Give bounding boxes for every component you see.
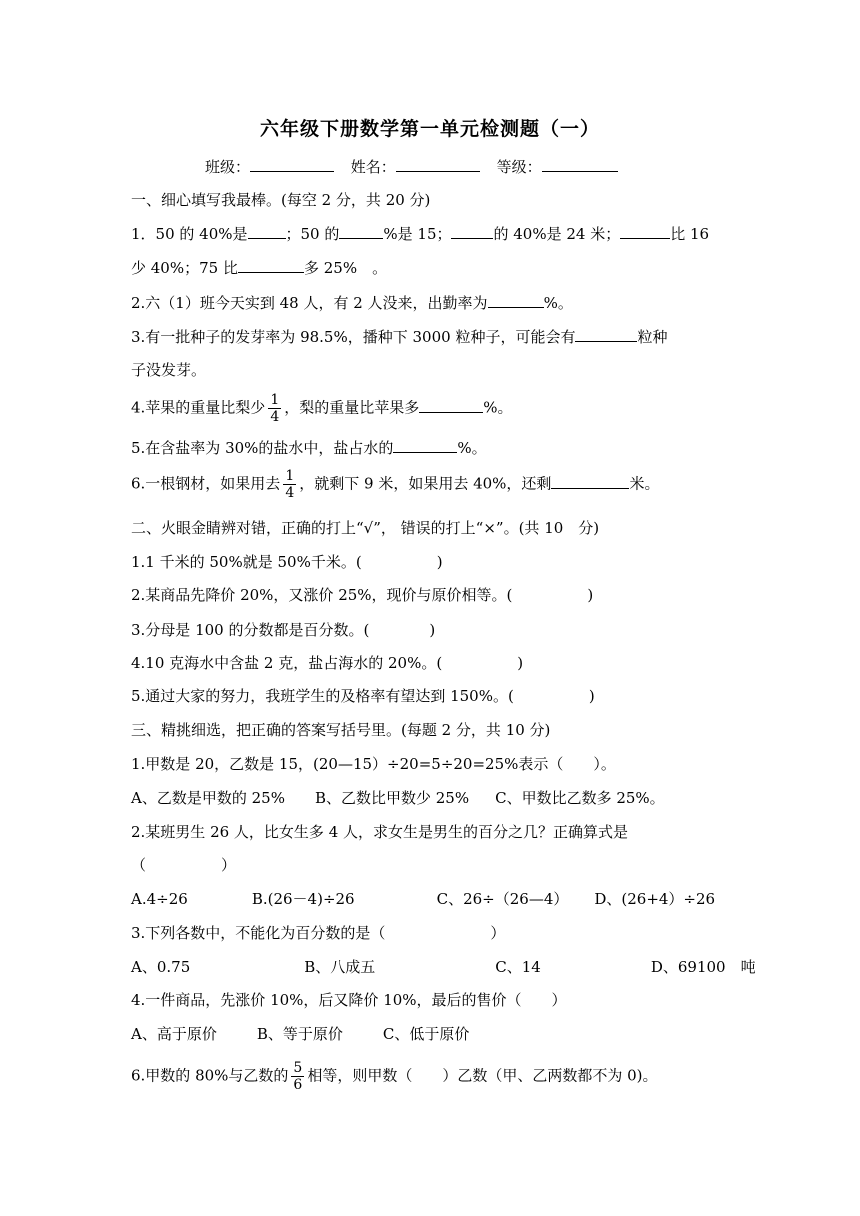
blank[interactable] [451,224,493,239]
option-c: C、甲数比乙数多 25%。 [495,789,665,807]
blank[interactable] [620,224,670,239]
blank[interactable] [248,224,286,239]
s1-q3-text-a: 3.有一批种子的发芽率为 98.5%，播种下 3000 粒种子，可能会有 [131,328,576,346]
class-blank[interactable] [250,157,334,172]
option-b: B、八成五 [304,958,376,976]
s3-q4: 4.一件商品，先涨价 10%，后又降价 10%，最后的售价（ ） [131,991,567,1009]
s1-q5-text-b: %。 [457,439,487,457]
section3-heading: 三、精挑细选，把正确的答案写括号里。(每题 2 分，共 10 分) [131,721,551,739]
s3-q1-options [131,788,665,808]
option-d: D、(26+4）÷26 [594,890,716,908]
s1-q6-text-c: 米。 [629,474,660,493]
s3-q3-options [131,957,756,977]
option-a: A、0.75 [131,958,191,976]
option-c: C、14 [495,958,541,976]
s3-q2: 2.某班男生 26 人，比女生多 4 人，求女生是男生的百分之几？正确算式是 [131,823,629,841]
class-label: 班级： [205,158,251,176]
section2-heading: 二、火眼金睛辨对错，正确的打上“√”， 错误的打上“×”。(共 10 分) [131,519,600,537]
s3-q1: 1.甲数是 20，乙数是 15，(20—15）÷20=5÷20=25%表示（ ）。 [131,755,616,773]
s1-q3-text-b: 粒种 [637,328,668,346]
s1-q5 [131,438,487,458]
s3-q6 [131,1060,658,1093]
s1-q1-text-e: 比 16 [670,225,710,243]
name-blank[interactable] [396,157,480,172]
fraction-denominator: 4 [285,485,295,501]
blank[interactable] [575,327,637,342]
s3-q2-options [131,889,715,909]
option-b: B、等于原价 [256,1025,343,1043]
section1-heading: 一、细心填写我最棒。(每空 2 分，共 20 分) [131,191,431,209]
s1-q3-line1 [131,327,667,347]
s1-q3-line2: 子没发芽。 [131,361,207,379]
blank[interactable] [551,474,629,489]
s1-q6 [131,468,659,501]
s3-q2-paren: （ ） [131,856,237,874]
option-a: A.4÷26 [131,890,188,908]
option-d: D、69100 吨 [650,958,756,976]
fraction [283,468,296,501]
s3-q3: 3.下列各数中，不能化为百分数的是（ ） [131,924,506,942]
s1-q5-text-a: 5.在含盐率为 30%的盐水中，盐占水的 [131,439,394,457]
s1-q1-text-a: 1．50 的 40%是 [131,225,248,243]
option-b: B、乙数比甲数少 25% [314,789,470,807]
option-a: A、乙数是甲数的 25% [131,789,285,807]
s1-q6-text-b: ，就剩下 9 米，如果用去 40%，还剩 [299,474,552,493]
s1-q4-text-b: ，梨的重量比苹果多 [284,398,420,417]
fraction-numerator: 1 [270,392,280,408]
fraction-numerator: 5 [293,1060,303,1076]
s3-q6-text-b: 相等，则甲数（ ）乙数（甲、乙两数都不为 0)。 [307,1066,658,1085]
fraction-denominator: 6 [293,1077,303,1093]
s1-q1-line2 [131,258,387,278]
s1-q2 [131,293,573,313]
s1-q1-text-b: ；50 的 [285,225,340,243]
grade-label: 等级： [496,158,542,176]
option-c: C、低于原价 [382,1025,470,1043]
s1-q4 [131,392,513,425]
s2-item: 2.某商品先降价 20%，又涨价 25%，现价与原价相等。( ) [131,586,594,604]
s1-q1-text-f: 少 40%；75 比 [131,259,238,277]
s2-item: 5.通过大家的努力，我班学生的及格率有望达到 150%。( ) [131,687,595,705]
s1-q4-text-a: 4.苹果的重量比梨少 [131,398,266,417]
page-title: 六年级下册数学第一单元检测题（一） [259,118,600,140]
s1-q1-text-d: 的 40%是 24 米； [493,225,621,243]
fraction [268,392,281,425]
s2-item: 1.1 千米的 50%就是 50%千米。( ) [131,553,443,571]
option-a: A、高于原价 [131,1025,217,1043]
option-b: B.(26－4)÷26 [251,890,355,908]
s1-q1-line1 [131,224,709,244]
fraction-denominator: 4 [270,409,280,425]
fraction-numerator: 1 [285,468,295,484]
s1-q6-text-a: 6.一根钢材，如果用去 [131,474,281,493]
s1-q1-text-g: 多 25% 。 [303,259,388,277]
s2-item: 3.分母是 100 的分数都是百分数。( ) [131,621,436,639]
s1-q2-text-b: %。 [543,294,573,312]
s2-item: 4.10 克海水中含盐 2 克，盐占海水的 20%。( ) [131,654,524,672]
s1-q4-text-c: %。 [483,398,513,417]
blank[interactable] [238,258,304,273]
blank[interactable] [419,398,483,413]
blank[interactable] [393,438,457,453]
blank[interactable] [339,224,383,239]
s3-q6-text-a: 6.甲数的 80%与乙数的 [131,1066,289,1085]
blank[interactable] [488,293,544,308]
grade-blank[interactable] [542,157,618,172]
s1-q2-text-a: 2.六（1）班今天实到 48 人，有 2 人没来，出勤率为 [131,294,488,312]
s1-q1-text-c: %是 15； [383,225,452,243]
name-label: 姓名： [350,158,396,176]
s3-q4-options [131,1024,469,1044]
option-c: C、26÷（26—4） [436,890,569,908]
student-info-row [205,156,618,177]
fraction [291,1060,304,1093]
